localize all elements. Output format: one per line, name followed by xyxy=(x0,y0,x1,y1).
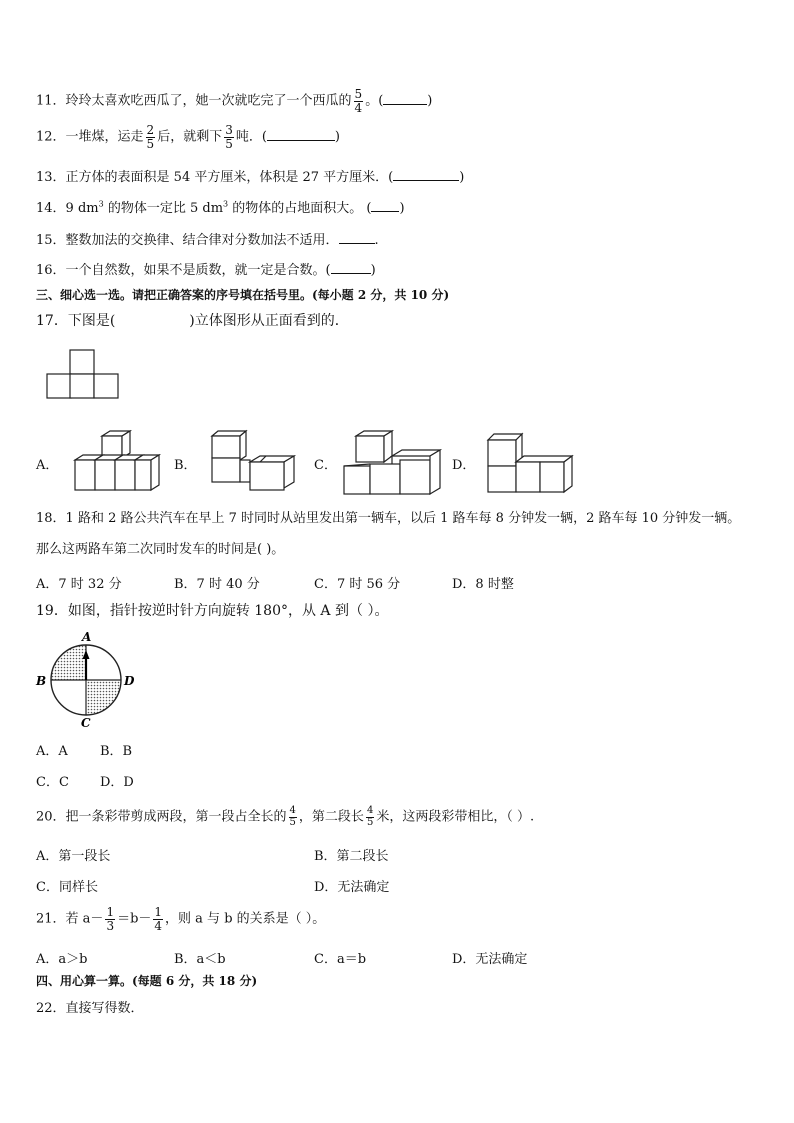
dial-label-d: D xyxy=(124,674,135,688)
question-17: 17．下图是( )立体图形从正面看到的． xyxy=(36,313,349,329)
question-14: 14．9 $dm^3$ 的物体一定比 5 $dm^3$ 的物体的占地面积大。 ( ) xyxy=(36,199,405,216)
answer-blank[interactable] xyxy=(339,232,375,244)
dial-figure xyxy=(36,630,146,730)
q20-fraction-2: $\frac{4}{5}$ xyxy=(366,805,374,828)
question-18-line-2: 那么这两路车第二次同时发车的时间是( )。 xyxy=(36,542,285,557)
front-view-figure xyxy=(46,349,122,399)
question-22: 22．直接写得数． xyxy=(36,1001,144,1016)
q17-option-b[interactable]: B． xyxy=(174,458,197,473)
q17-option-d[interactable]: D． xyxy=(452,458,476,473)
q18-option-d[interactable]: D．8 时整 xyxy=(452,577,514,592)
question-18-line-1: 18．1 路和 2 路公共汽车在早上 7 时同时从站里发出第一辆车，以后 1 路车每 8 分钟发一辆，2 路车每 10 分钟发一辆。 xyxy=(36,511,741,526)
question-15: 15．整数加法的交换律、结合律对分数加法不适用． . xyxy=(36,233,379,248)
q11-text: 11．玲玲太喜欢吃西瓜了，她一次就吃完了一个西瓜的 xyxy=(36,93,352,109)
q20-fraction-1: $\frac{4}{5}$ xyxy=(289,805,296,828)
q20-option-c[interactable]: C．同样长 xyxy=(36,880,98,895)
q18-option-a[interactable]: A．7 时 32 分 xyxy=(36,577,122,592)
q11-fraction: $\frac{5}{4}$ xyxy=(354,87,363,115)
q12-fraction-2: $\frac{3}{5}$ xyxy=(225,123,233,151)
q19-option-a[interactable]: A．A xyxy=(36,744,68,759)
q20-option-d[interactable]: D．无法确定 xyxy=(314,880,390,895)
dial-label-a: A xyxy=(82,630,92,644)
q17-option-b-solid xyxy=(208,430,300,494)
q17-option-c[interactable]: C． xyxy=(314,458,337,473)
q20-option-a[interactable]: A．第一段长 xyxy=(36,849,111,864)
question-16: 16．一个自然数，如果不是质数，就一定是合数。( ) xyxy=(36,263,376,278)
answer-blank[interactable] xyxy=(331,262,371,274)
question-20: 20．把一条彩带剪成两段，第一段占全长的 $\frac{4}{5}$ ，第二段长 $\frac{4}{5}$ 米，这两段彩带相比，（ ）. xyxy=(36,805,535,828)
q21-fraction-1: $\frac{1}{3}$ xyxy=(106,905,115,933)
question-19: 19．如图，指针按逆时针方向旋转 180°，从 A 到（ ）。 xyxy=(36,603,389,619)
dial-label-b: B xyxy=(36,674,47,688)
q20-option-b[interactable]: B．第二段长 xyxy=(314,849,389,864)
q17-option-d-solid xyxy=(484,432,576,496)
q18-option-c[interactable]: C．7 时 56 分 xyxy=(314,577,401,592)
q21-option-b[interactable]: B．a＜b xyxy=(174,952,226,967)
q19-option-c[interactable]: C．C xyxy=(36,775,69,790)
question-21: 21．若 a－ $\frac{1}{3}$ ＝b－ $\frac{1}{4}$ ，则 a 与 b 的关系是（ ）。 xyxy=(36,905,326,933)
q21-option-d[interactable]: D．无法确定 xyxy=(452,952,528,967)
answer-blank[interactable] xyxy=(393,169,459,181)
q17-option-a[interactable]: A． xyxy=(36,458,59,473)
answer-blank[interactable] xyxy=(371,200,399,212)
section-4-heading: 四、用心算一算。(每题 6 分，共 18 分) xyxy=(36,974,258,988)
q21-fraction-2: $\frac{1}{4}$ xyxy=(154,905,163,933)
q21-option-c[interactable]: C．a＝b xyxy=(314,952,367,967)
section-3-heading: 三、细心选一选。请把正确答案的序号填在括号里。(每小题 2 分，共 10 分) xyxy=(36,288,450,302)
answer-blank[interactable] xyxy=(267,129,335,141)
q17-option-c-solid xyxy=(340,430,444,496)
answer-blank[interactable] xyxy=(383,93,427,105)
question-11: 11．玲玲太喜欢吃西瓜了，她一次就吃完了一个西瓜的 $\frac{5}{4}$ 。( ) xyxy=(36,87,433,115)
q18-option-b[interactable]: B．7 时 40 分 xyxy=(174,577,260,592)
q19-option-d[interactable]: D．D xyxy=(100,775,134,790)
q21-option-a[interactable]: A．a＞b xyxy=(36,952,88,967)
q17-option-a-solid xyxy=(70,430,162,494)
question-12: 12．一堆煤，运走 $\frac{2}{5}$ 后，就剩下 $\frac{3}{5}$ 吨．( ) xyxy=(36,123,340,151)
q19-option-b[interactable]: B．B xyxy=(100,744,133,759)
q12-fraction-1: $\frac{2}{5}$ xyxy=(146,123,155,151)
dial-label-c: C xyxy=(81,716,91,730)
question-13: 13．正方体的表面积是 54 平方厘米，体积是 27 平方厘米．( ) xyxy=(36,170,465,185)
